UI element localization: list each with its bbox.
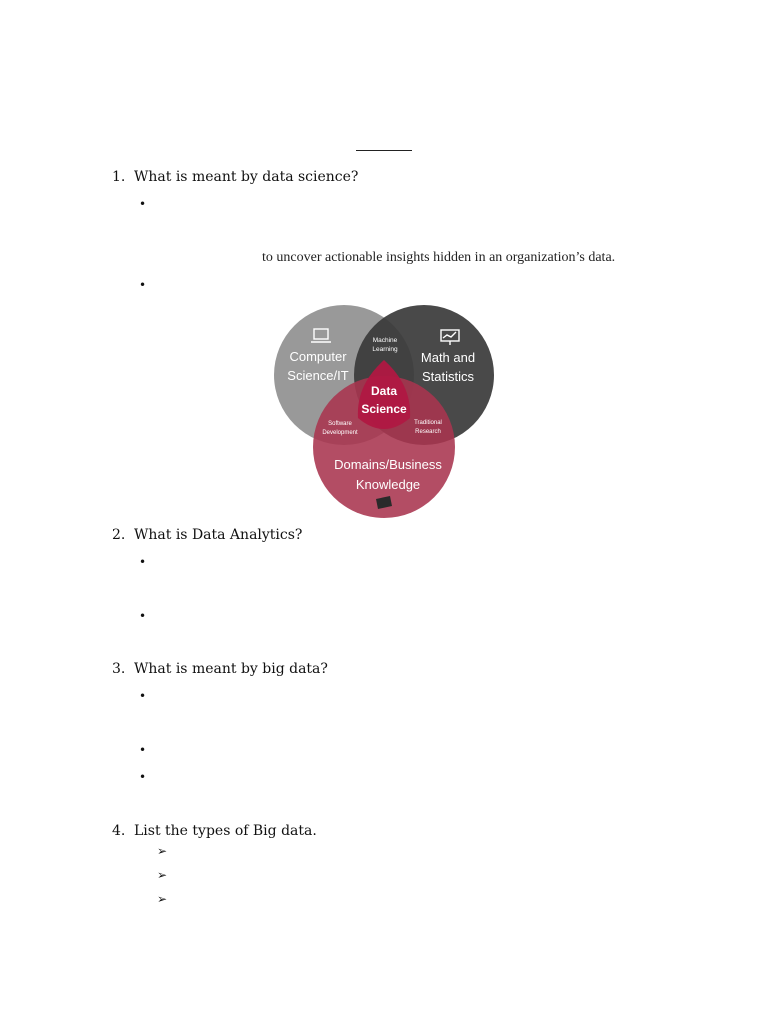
arrow-bullet-4a: ➢	[157, 844, 168, 858]
data-science-center-line2: Science	[361, 402, 407, 416]
traditional-research-label-line1: Traditional	[414, 420, 442, 426]
software-development-label-line2: Development	[322, 430, 358, 436]
question-1-text: What is meant by data science?	[134, 169, 359, 185]
question-2-number: 2.	[112, 527, 126, 543]
arrow-bullet-4c: ➢	[157, 892, 168, 906]
question-3-text: What is meant by big data?	[134, 661, 328, 677]
data-science-center-line1: Data	[370, 384, 398, 398]
question-2-text: What is Data Analytics?	[134, 527, 303, 543]
machine-learning-label-line1: Machine	[372, 337, 398, 344]
question-4-number: 4.	[112, 823, 126, 839]
data-science-venn-diagram	[270, 300, 500, 522]
question-1	[112, 168, 358, 186]
bullet-1b: •	[139, 278, 147, 292]
computer-science-label-line2: Science/IT	[287, 368, 349, 383]
bullet-2b: •	[139, 609, 147, 623]
question-3-number: 3.	[112, 661, 126, 677]
question-2	[112, 526, 302, 544]
question-1-number: 1.	[112, 169, 126, 185]
math-statistics-label-line1: Math and	[420, 350, 476, 365]
software-development-label-line1: Software	[328, 421, 352, 427]
machine-learning-label-line2: Learning	[372, 346, 398, 353]
arrow-bullet-4b: ➢	[157, 868, 168, 882]
question-4-text: List the types of Big data.	[134, 823, 317, 839]
answer-1-text: to uncover actionable insights hidden in an organization’s data.	[262, 250, 616, 265]
domain-knowledge-label-line1: Domains/Business	[334, 457, 442, 472]
bullet-3a: •	[139, 689, 147, 703]
bullet-1a: •	[139, 197, 147, 211]
bullet-2a: •	[139, 555, 147, 569]
bullet-3b: •	[139, 743, 147, 757]
question-4	[112, 822, 317, 840]
question-3	[112, 660, 328, 678]
title-underline	[356, 150, 412, 151]
traditional-research-label-line2: Research	[415, 429, 441, 435]
bullet-3c: •	[139, 770, 147, 784]
computer-science-label-line1: Computer	[289, 349, 347, 364]
domain-knowledge-label-line2: Knowledge	[355, 477, 421, 492]
math-statistics-label-line2: Statistics	[421, 369, 475, 384]
